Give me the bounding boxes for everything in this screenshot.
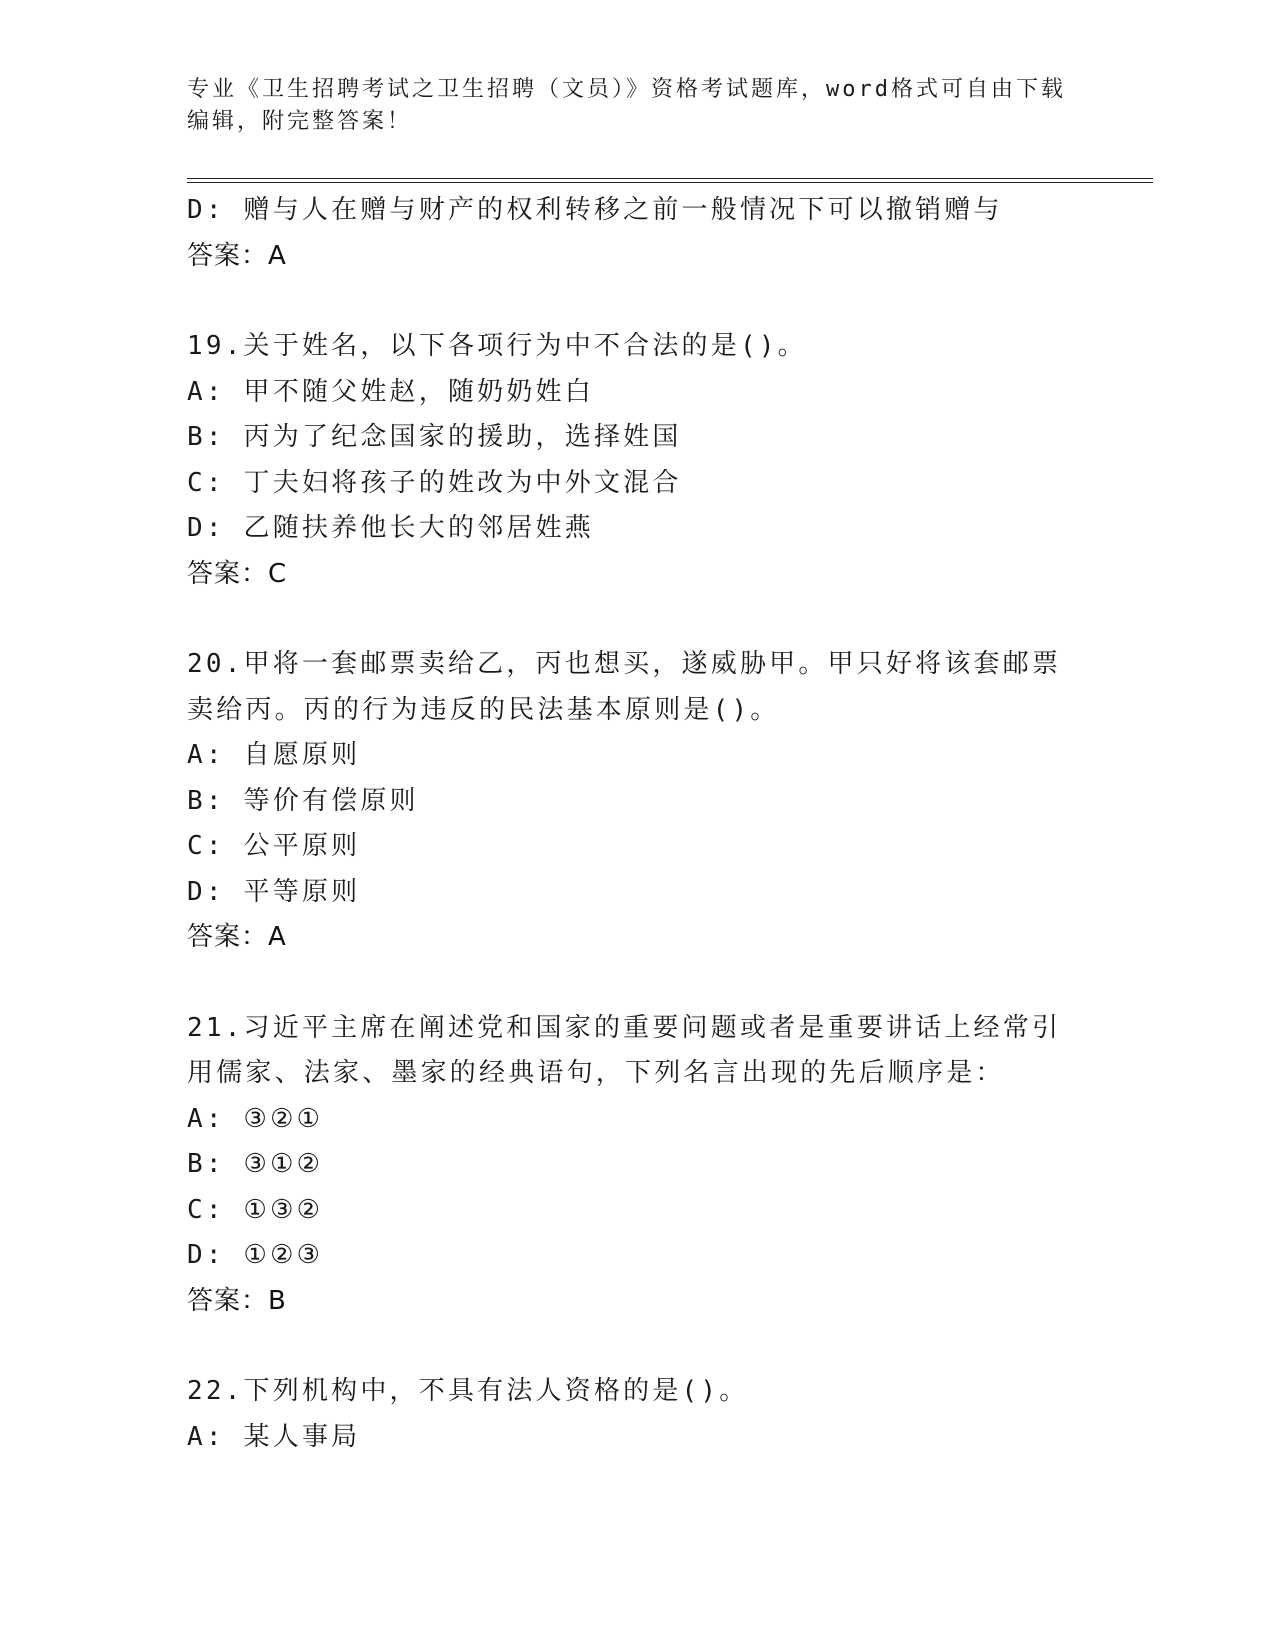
option-c: C: 公平原则	[187, 831, 361, 861]
question-stem: 21.习近平主席在阐述党和国家的重要问题或者是重要讲话上经常引用儒家、法家、墨家的经典语句，下列名言出现的先后顺序是：	[187, 1012, 1062, 1088]
spacer	[187, 961, 1087, 1006]
header-rule-top	[187, 178, 1153, 179]
question-answer: 答案：B	[187, 1285, 287, 1316]
option-d: D: 平等原则	[187, 876, 361, 907]
option-a: A: 某人事局	[187, 1421, 361, 1452]
prev-option-d: D: 赠与人在赠与财产的权利转移之前一般情况下可以撤销赠与	[187, 195, 1003, 225]
question-stem: 22.下列机构中，不具有法人资格的是()。	[187, 1376, 749, 1406]
question-22	[187, 1369, 1087, 1460]
page-header: 专业《卫生招聘考试之卫生招聘（文员）》资格考试题库，word格式可自由下载编辑，附完整答案！	[187, 77, 1066, 134]
option-b: B: 等价有偿原则	[187, 785, 419, 816]
option-d: D: 乙随扶养他长大的邻居姓燕	[187, 513, 594, 543]
option-a: A: 自愿原则	[187, 740, 361, 770]
option-b: B: 丙为了纪念国家的援助，选择姓国	[187, 422, 682, 452]
header-rule-bottom	[187, 182, 1153, 183]
option-b: B: ③①②	[187, 1149, 324, 1179]
question-20	[187, 642, 1087, 961]
question-content	[187, 188, 1087, 1460]
question-21	[187, 1006, 1087, 1325]
spacer	[187, 279, 1087, 324]
option-a: A: ③②①	[187, 1103, 324, 1134]
option-c: C: ①③②	[187, 1194, 324, 1225]
question-answer: 答案：A	[187, 922, 287, 952]
option-c: C: 丁夫妇将孩子的姓改为中外文混合	[187, 467, 682, 498]
question-stem: 20.甲将一套邮票卖给乙，丙也想买，遂威胁甲。甲只好将该套邮票卖给丙。丙的行为违反的民法基本原则是()。	[187, 649, 1062, 725]
spacer	[187, 597, 1087, 642]
option-d: D: ①②③	[187, 1240, 324, 1270]
prev-answer: 答案：A	[187, 240, 287, 271]
option-a: A: 甲不随父姓赵，随奶奶姓白	[187, 376, 594, 407]
spacer	[187, 1324, 1087, 1369]
question-answer: 答案：C	[187, 558, 288, 589]
question-stem: 19.关于姓名，以下各项行为中不合法的是()。	[187, 331, 807, 361]
question-19	[187, 324, 1087, 597]
